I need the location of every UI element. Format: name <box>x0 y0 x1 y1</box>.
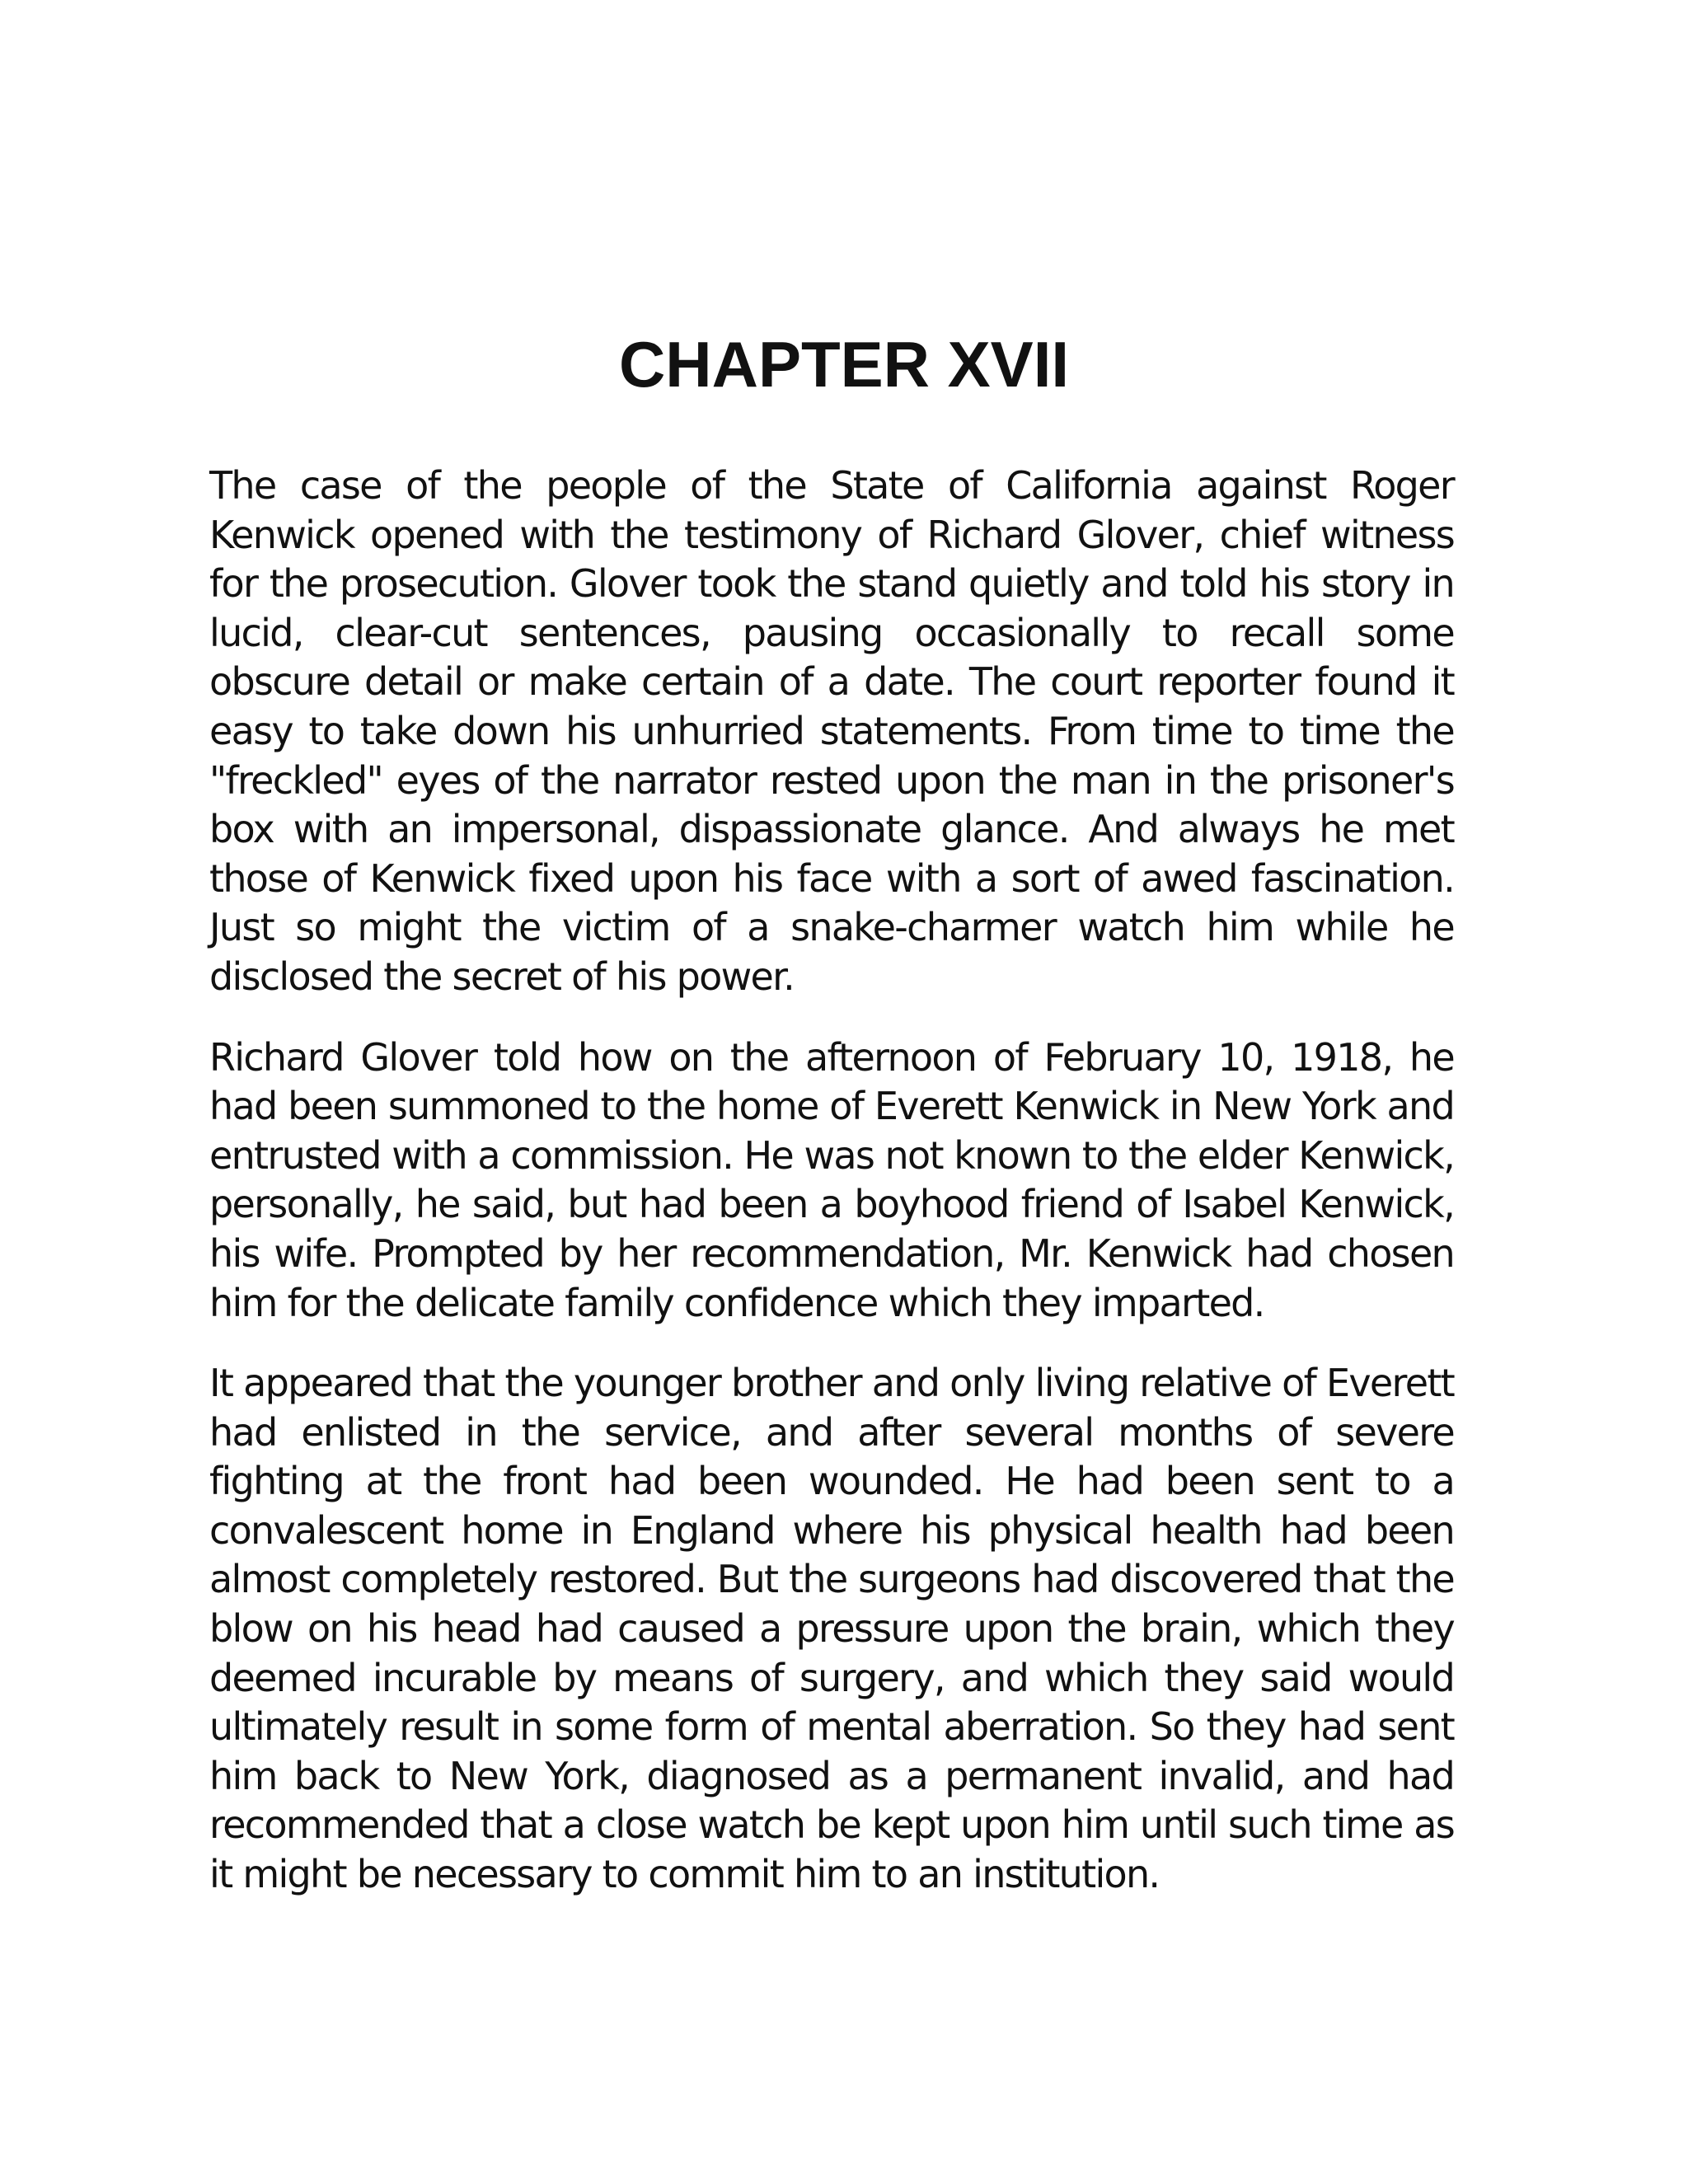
paragraph-1: The case of the people of the State of California against Roger Kenwick opened with the testimony of Richard Glover, chief witness for the prosecution. Glover took the stand quietly and told his story in lucid, clear-cut sentences, pausing occasionally to recall some obscure detail or make certain of a date. The court reporter found it easy to take down his unhurried statements. From time to time the "freckled" eyes of the narrator rested upon the man in the prisoner's box with an impersonal, dispassionate glance. And always he met those of Kenwick fixed upon his face with a sort of awed fascination. Just so might the victim of a snake-charmer watch him while he disclosed the secret of his power. <box>209 463 1454 999</box>
paragraph-3: It appeared that the younger brother and only living relative of Everett had enlisted in the service, and after several months of severe fighting at the front had been wounded. He had been sent to a convalescent home in England where his physical health had been almost completely restored. But the surgeons had discovered that the blow on his head had caused a pressure upon the brain, which they deemed incurable by means of surgery, and which they said would ultimately result in some form of mental aberration. So they had sent him back to New York, diagnosed as a permanent invalid, and had recommended that a close watch be kept upon him until such time as it might be necessary to commit him to an institution. <box>209 1361 1454 1897</box>
chapter-body <box>209 462 1454 1900</box>
chapter-title: CHAPTER XVII <box>618 328 1070 401</box>
paragraph-2: Richard Glover told how on the afternoon of February 10, 1918, he had been summoned to the home of Everett Kenwick in New York and entrusted with a commission. He was not known to the elder Kenwick, personally, he said, but had been a boyhood friend of Isabel Kenwick, his wife. Prompted by her recommendation, Mr. Kenwick had chosen him for the delicate family confidence which they imparted. <box>209 1034 1454 1325</box>
